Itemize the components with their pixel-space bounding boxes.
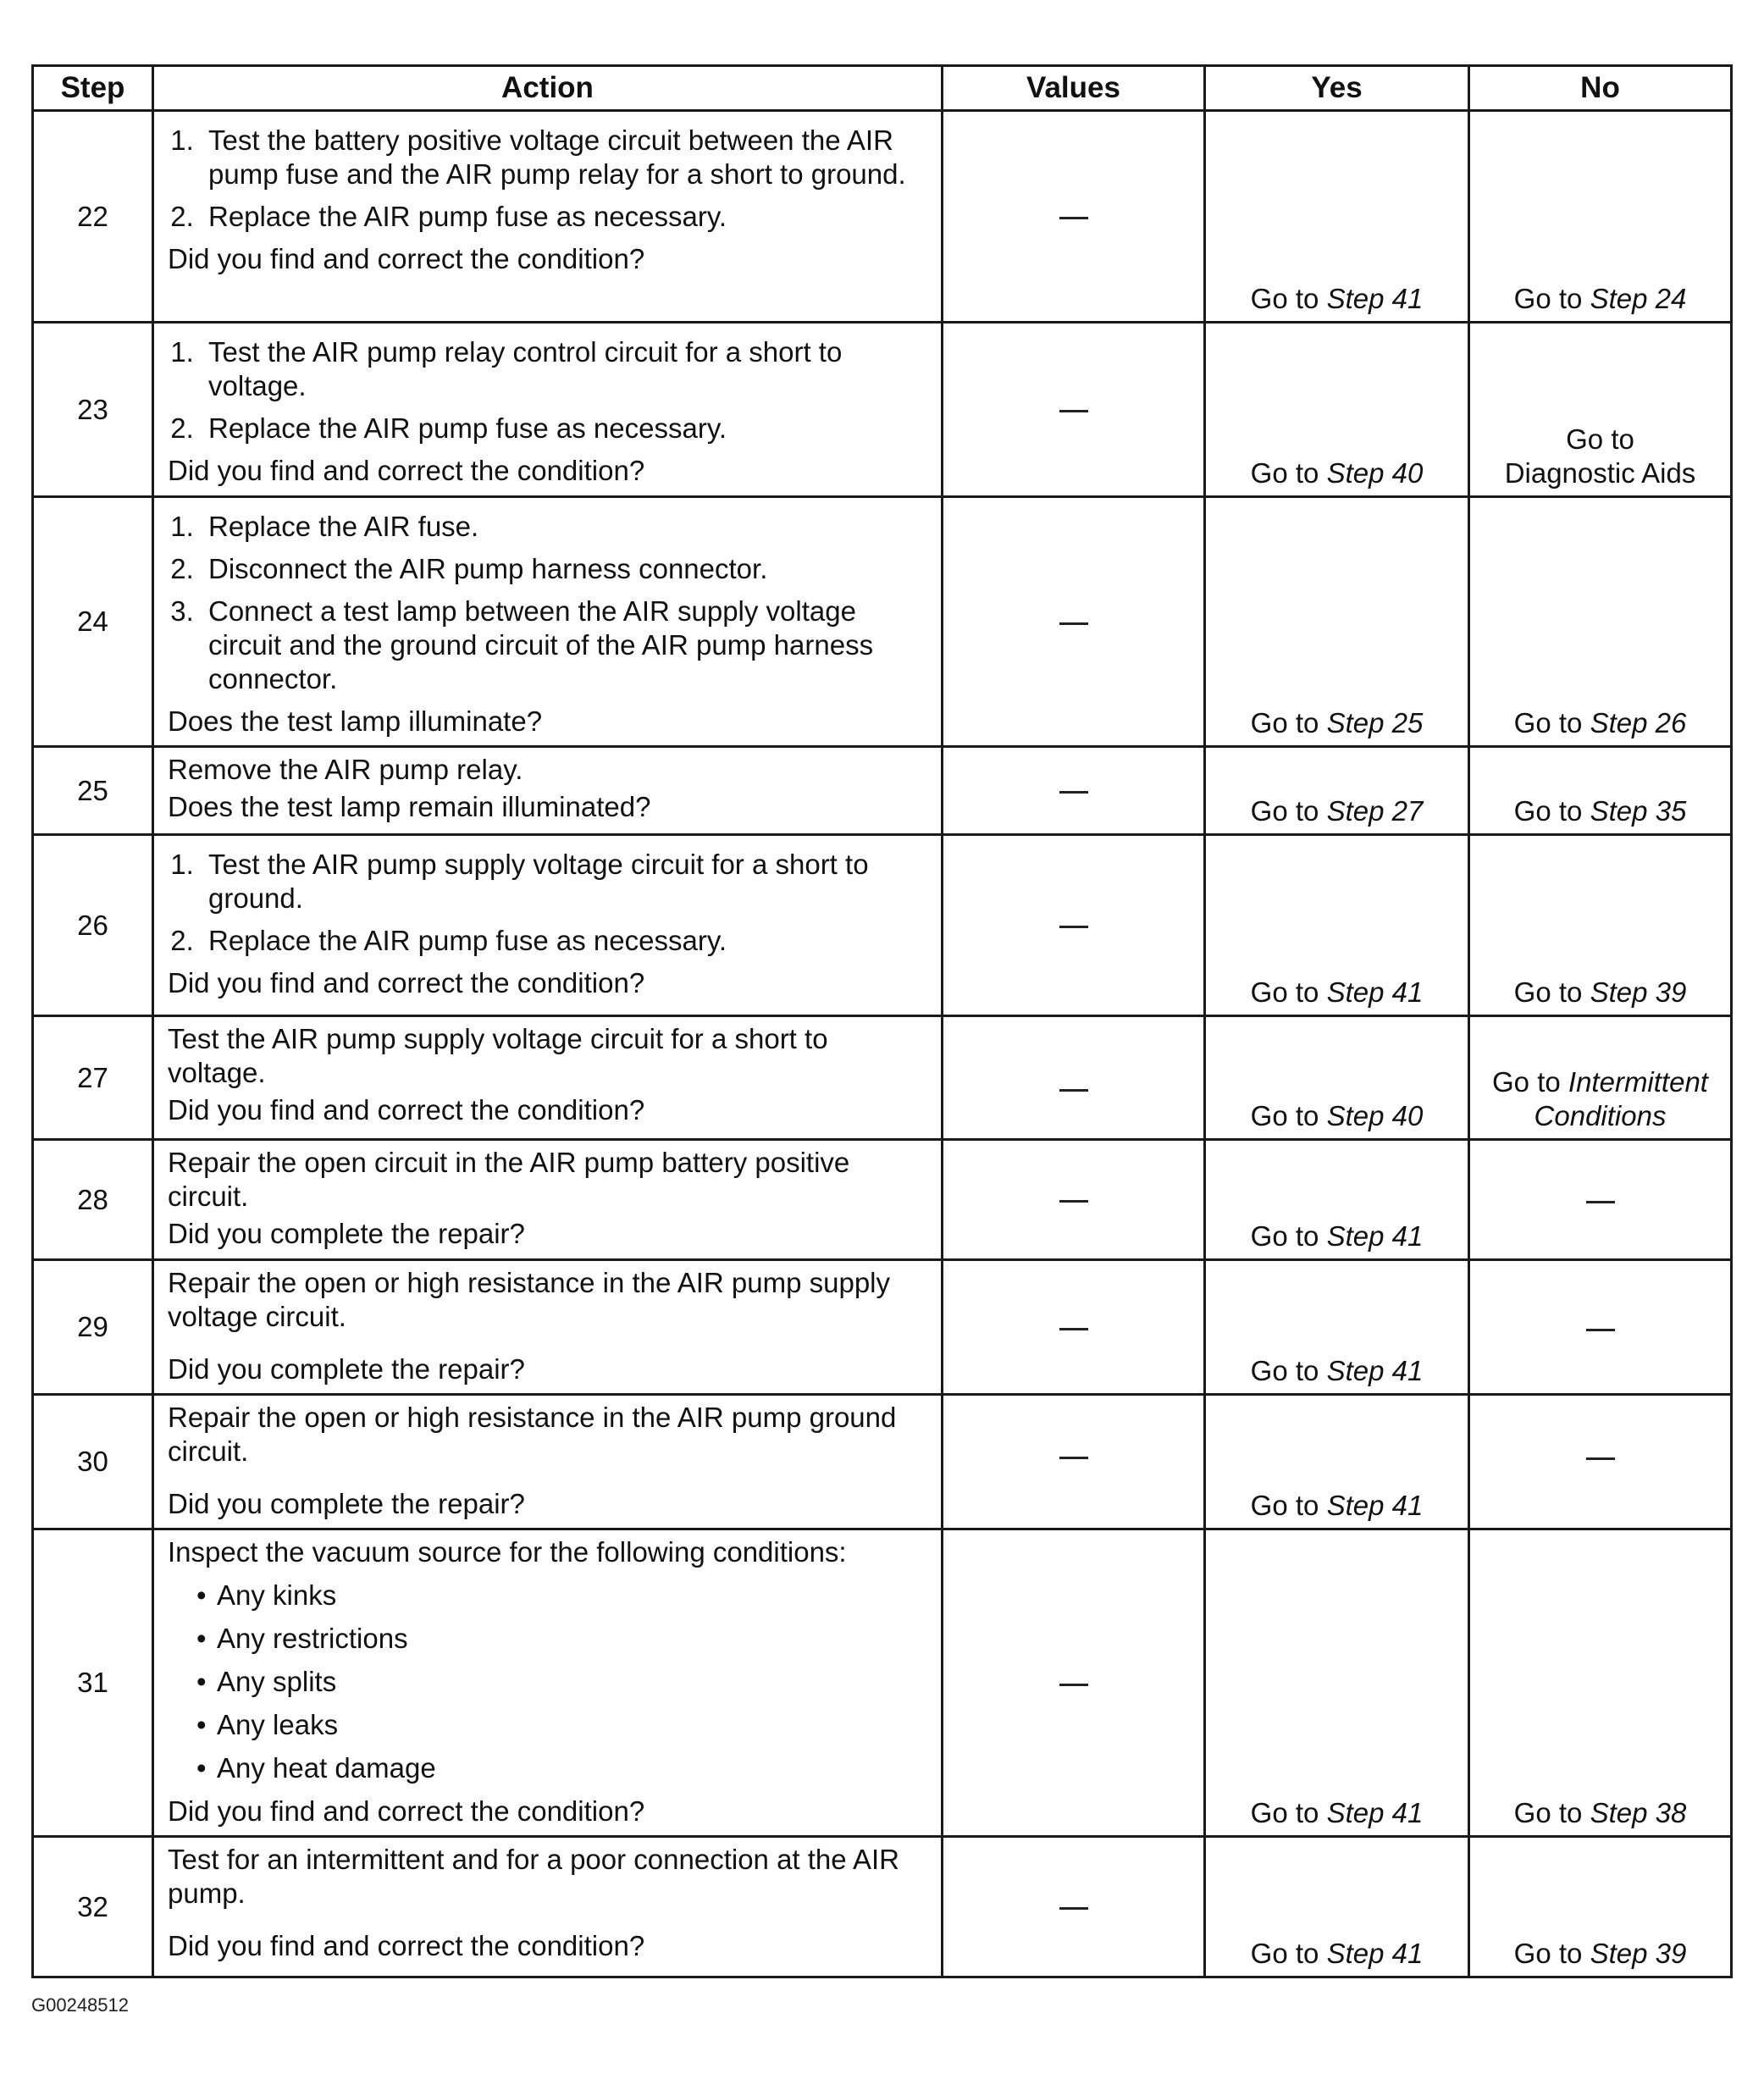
header-action: Action xyxy=(153,66,943,111)
action-cell xyxy=(153,1260,943,1395)
action-question: Did you complete the repair? xyxy=(168,1353,525,1385)
action-cell xyxy=(153,1016,943,1140)
dash-mark xyxy=(1059,1328,1088,1330)
values-cell xyxy=(943,497,1205,747)
yes-cell xyxy=(1205,1395,1469,1529)
yes-cell xyxy=(1205,747,1469,835)
table-row xyxy=(33,747,1732,835)
go-to-text: Go to xyxy=(1513,795,1583,827)
yes-target: Step 25 xyxy=(1326,707,1424,738)
yes-target: Step 27 xyxy=(1326,795,1424,827)
action-text: Inspect the vacuum source for the following conditions: xyxy=(168,1536,847,1568)
action-text: Repair the open circuit in the AIR pump battery positive circuit. xyxy=(168,1147,850,1212)
values-cell xyxy=(943,323,1205,497)
list-item: • Any heat damage xyxy=(217,1751,931,1785)
condition-list xyxy=(168,1579,931,1785)
go-to-text: Go to xyxy=(1250,976,1319,1008)
go-to-text: Go to xyxy=(1513,707,1583,738)
action-step: 1. Test the battery positive voltage circuit between the AIR pump fuse and the AIR pump relay for a short to ground. xyxy=(202,124,931,191)
table-row xyxy=(33,1260,1732,1395)
no-target: Intermittent xyxy=(1568,1066,1708,1098)
action-steps xyxy=(168,848,931,958)
step-number: 23 xyxy=(33,323,153,497)
no-cell xyxy=(1469,323,1732,497)
action-question: Did you find and correct the condition? xyxy=(168,243,645,274)
step-number: 26 xyxy=(33,835,153,1016)
values-cell xyxy=(943,1016,1205,1140)
yes-target: Step 40 xyxy=(1326,457,1424,489)
action-cell xyxy=(153,1529,943,1837)
yes-cell xyxy=(1205,1260,1469,1395)
values-cell xyxy=(943,1140,1205,1260)
yes-cell xyxy=(1205,323,1469,497)
go-to-text: Go to xyxy=(1250,1490,1319,1521)
dash-mark xyxy=(1059,1089,1088,1092)
no-cell xyxy=(1469,1140,1732,1260)
yes-cell xyxy=(1205,1016,1469,1140)
action-cell xyxy=(153,1140,943,1260)
yes-target: Step 41 xyxy=(1326,976,1424,1008)
action-cell xyxy=(153,1395,943,1529)
action-cell xyxy=(153,747,943,835)
action-text: Repair the open or high resistance in the AIR pump ground circuit. xyxy=(168,1402,897,1467)
step-number: 32 xyxy=(33,1837,153,1977)
yes-cell xyxy=(1205,497,1469,747)
dash-mark xyxy=(1059,926,1088,928)
yes-cell xyxy=(1205,111,1469,323)
no-cell xyxy=(1469,497,1732,747)
dash-mark xyxy=(1586,1329,1615,1331)
yes-target: Step 41 xyxy=(1326,1220,1424,1252)
header-no: No xyxy=(1469,66,1732,111)
yes-target: Step 41 xyxy=(1326,1938,1424,1969)
action-cell xyxy=(153,1837,943,1977)
action-step: 2. Replace the AIR pump fuse as necessary. xyxy=(202,200,931,234)
step-number: 29 xyxy=(33,1260,153,1395)
go-to-text: Go to xyxy=(1513,1938,1583,1969)
action-question: Does the test lamp illuminate? xyxy=(168,705,543,737)
table-row xyxy=(33,1529,1732,1837)
dash-mark xyxy=(1059,1907,1088,1910)
values-cell xyxy=(943,1837,1205,1977)
action-steps xyxy=(168,335,931,445)
action-text: Test the AIR pump supply voltage circuit for a short to voltage. xyxy=(168,1023,828,1088)
go-to-text: Go to xyxy=(1513,283,1583,314)
action-text: Repair the open or high resistance in the AIR pump supply voltage circuit. xyxy=(168,1267,891,1332)
no-line-2: Diagnostic Aids xyxy=(1504,457,1696,489)
action-step: 1. Replace the AIR fuse. xyxy=(202,510,931,544)
header-step: Step xyxy=(33,66,153,111)
action-text: Test for an intermittent and for a poor connection at the AIR pump. xyxy=(168,1844,899,1909)
values-cell xyxy=(943,747,1205,835)
yes-target: Step 41 xyxy=(1326,1490,1424,1521)
step-number: 31 xyxy=(33,1529,153,1837)
step-number: 28 xyxy=(33,1140,153,1260)
values-cell xyxy=(943,1395,1205,1529)
go-to-text: Go to xyxy=(1250,1220,1319,1252)
action-cell xyxy=(153,835,943,1016)
header-yes: Yes xyxy=(1205,66,1469,111)
dash-mark xyxy=(1586,1457,1615,1460)
yes-cell xyxy=(1205,835,1469,1016)
action-cell xyxy=(153,111,943,323)
go-to-text: Go to xyxy=(1250,1355,1319,1386)
no-cell xyxy=(1469,747,1732,835)
no-target: Step 39 xyxy=(1590,1938,1687,1969)
dash-mark xyxy=(1059,1684,1088,1686)
yes-cell xyxy=(1205,1837,1469,1977)
yes-target: Step 40 xyxy=(1326,1100,1424,1131)
dash-mark xyxy=(1059,410,1088,412)
step-number: 30 xyxy=(33,1395,153,1529)
yes-target: Step 41 xyxy=(1326,283,1424,314)
dash-mark xyxy=(1059,622,1088,625)
action-step: 2. Disconnect the AIR pump harness connector. xyxy=(202,552,931,586)
yes-cell xyxy=(1205,1140,1469,1260)
no-cell xyxy=(1469,1395,1732,1529)
go-to-text: Go to xyxy=(1250,283,1319,314)
action-text: Remove the AIR pump relay. xyxy=(168,754,523,785)
action-step: 1. Test the AIR pump supply voltage circuit for a short to ground. xyxy=(202,848,931,915)
dash-mark xyxy=(1059,791,1088,794)
no-cell xyxy=(1469,111,1732,323)
go-to-text: Go to xyxy=(1250,1938,1319,1969)
action-steps xyxy=(168,124,931,234)
yes-cell xyxy=(1205,1529,1469,1837)
action-question: Did you find and correct the condition? xyxy=(168,967,645,998)
list-item: • Any leaks xyxy=(217,1708,931,1742)
header-values: Values xyxy=(943,66,1205,111)
table-row xyxy=(33,1140,1732,1260)
values-cell xyxy=(943,835,1205,1016)
go-to-text: Go to xyxy=(1250,457,1319,489)
action-step: 2. Replace the AIR pump fuse as necessary. xyxy=(202,412,931,445)
step-number: 27 xyxy=(33,1016,153,1140)
step-number: 24 xyxy=(33,497,153,747)
list-item: • Any restrictions xyxy=(217,1622,931,1656)
action-question: Did you find and correct the condition? xyxy=(168,1094,645,1125)
action-question: Did you find and correct the condition? xyxy=(168,1795,645,1827)
no-target: Step 39 xyxy=(1590,976,1687,1008)
no-target: Step 24 xyxy=(1590,283,1687,314)
diagnostic-table xyxy=(31,64,1733,1978)
no-cell xyxy=(1469,1837,1732,1977)
table-row xyxy=(33,323,1732,497)
no-target: Conditions xyxy=(1534,1100,1667,1131)
dash-mark xyxy=(1059,217,1088,219)
no-cell xyxy=(1469,835,1732,1016)
go-to-text: Go to xyxy=(1250,707,1319,738)
action-step: 2. Replace the AIR pump fuse as necessary. xyxy=(202,924,931,958)
table-row xyxy=(33,111,1732,323)
dash-mark xyxy=(1586,1201,1615,1203)
no-target: Step 38 xyxy=(1590,1797,1687,1828)
go-to-text: Go to xyxy=(1492,1066,1561,1098)
action-steps xyxy=(168,510,931,696)
yes-target: Step 41 xyxy=(1326,1797,1424,1828)
action-question: Does the test lamp remain illuminated? xyxy=(168,791,651,822)
no-line-1: Go to xyxy=(1566,423,1634,455)
go-to-text: Go to xyxy=(1250,1797,1319,1828)
yes-target: Step 41 xyxy=(1326,1355,1424,1386)
values-cell xyxy=(943,111,1205,323)
go-to-text: Go to xyxy=(1513,1797,1583,1828)
go-to-text: Go to xyxy=(1513,976,1583,1008)
table-row xyxy=(33,497,1732,747)
action-question: Did you complete the repair? xyxy=(168,1488,525,1519)
no-target: Step 26 xyxy=(1590,707,1687,738)
table-row xyxy=(33,1016,1732,1140)
action-question: Did you complete the repair? xyxy=(168,1218,525,1249)
action-step: 1. Test the AIR pump relay control circuit for a short to voltage. xyxy=(202,335,931,403)
figure-id: G00248512 xyxy=(31,1994,129,2016)
no-cell xyxy=(1469,1260,1732,1395)
action-question: Did you find and correct the condition? xyxy=(168,455,645,486)
go-to-text: Go to xyxy=(1250,1100,1319,1131)
values-cell xyxy=(943,1260,1205,1395)
step-number: 22 xyxy=(33,111,153,323)
action-cell xyxy=(153,497,943,747)
dash-mark xyxy=(1059,1200,1088,1203)
header-row xyxy=(33,66,1732,111)
step-number: 25 xyxy=(33,747,153,835)
action-cell xyxy=(153,323,943,497)
table-row xyxy=(33,835,1732,1016)
values-cell xyxy=(943,1529,1205,1837)
no-target: Step 35 xyxy=(1590,795,1687,827)
go-to-text: Go to xyxy=(1250,795,1319,827)
list-item: • Any kinks xyxy=(217,1579,931,1612)
no-cell xyxy=(1469,1016,1732,1140)
dash-mark xyxy=(1059,1457,1088,1459)
table-row xyxy=(33,1837,1732,1977)
no-cell xyxy=(1469,1529,1732,1837)
action-step: 3. Connect a test lamp between the AIR supply voltage circuit and the ground circuit of the AIR pump harness connector. xyxy=(202,595,931,696)
action-question: Did you find and correct the condition? xyxy=(168,1930,645,1961)
table-row xyxy=(33,1395,1732,1529)
list-item: • Any splits xyxy=(217,1665,931,1699)
